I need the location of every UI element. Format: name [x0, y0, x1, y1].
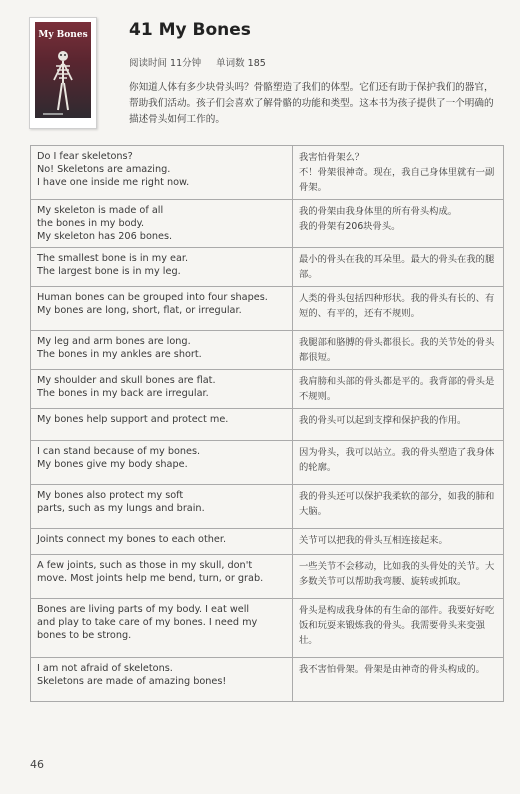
chinese-text: 我的骨架由我身体里的所有骨头构成。 我的骨架有206块骨头。 [293, 200, 504, 248]
table-row [31, 529, 504, 555]
intro-paragraph: 你知道人体有多少块骨头吗？骨骼塑造了我们的体型。它们还有助于保护我们的器官，帮助我们活动。孩子们会喜欢了解骨骼的功能和类型。这本书为孩子提供了一个明确的描述骨头如何工作的。 [129, 82, 494, 125]
bilingual-table [30, 145, 504, 702]
english-text: Joints connect my bones to each other. [31, 529, 293, 555]
english-text: A few joints, such as those in my skull, don't move. Most joints help me bend, turn, or grab. [31, 555, 293, 599]
book-cover-image [29, 17, 97, 129]
english-text: I can stand because of my bones. My bones give my body shape. [31, 441, 293, 485]
chinese-text: 最小的骨头在我的耳朵里。最大的骨头在我的腿部。 [293, 248, 504, 287]
skeleton-icon [51, 50, 75, 112]
chinese-text: 我不害怕骨架。骨架是由神奇的骨头构成的。 [293, 658, 504, 702]
table-row [31, 331, 504, 370]
english-text: My skeleton is made of all the bones in my body. My skeleton has 206 bones. [31, 200, 293, 248]
table-row [31, 146, 504, 200]
word-count: 单词数 185 [216, 58, 266, 69]
book-cover-art [35, 22, 91, 118]
table-row [31, 370, 504, 409]
chinese-text: 我腿部和胳膊的骨头都很长。我的关节处的骨头都很短。 [293, 331, 504, 370]
chinese-text: 我害怕骨架么？ 不！骨架很神奇。现在，我自己身体里就有一副骨架。 [293, 146, 504, 200]
chinese-text: 人类的骨头包括四种形状。我的骨头有长的、有短的、有平的，还有不规则。 [293, 287, 504, 331]
english-text: Human bones can be grouped into four shapes. My bones are long, short, flat, or irregular. [31, 287, 293, 331]
chinese-text: 关节可以把我的骨头互相连接起来。 [293, 529, 504, 555]
table-row [31, 485, 504, 529]
english-text: Do I fear skeletons? No! Skeletons are amazing. I have one inside me right now. [31, 146, 293, 200]
table-row [31, 658, 504, 702]
cover-publisher-mark [43, 113, 63, 115]
table-row [31, 599, 504, 658]
english-text: My bones also protect my soft parts, such as my lungs and brain. [31, 485, 293, 529]
chinese-text: 我肩膀和头部的骨头都是平的。我背部的骨头是不规则。 [293, 370, 504, 409]
chinese-text: 骨头是构成我身体的有生命的部件。我要好好吃饭和玩耍来锻炼我的骨头。我需要骨头来变强壮。 [293, 599, 504, 658]
table-row [31, 248, 504, 287]
english-text: Bones are living parts of my body. I eat well and play to take care of my bones. I need my bones to be strong. [31, 599, 293, 658]
english-text: My leg and arm bones are long. The bones in my ankles are short. [31, 331, 293, 370]
table-row [31, 200, 504, 248]
book-meta [129, 55, 278, 69]
table-row [31, 287, 504, 331]
table-row [31, 555, 504, 599]
chinese-text: 我的骨头可以起到支撑和保护我的作用。 [293, 409, 504, 441]
page-title: 41 My Bones [129, 20, 251, 40]
table-row [31, 441, 504, 485]
english-text: The smallest bone is in my ear. The largest bone is in my leg. [31, 248, 293, 287]
book-cover-title: My Bones [38, 30, 88, 40]
english-text: I am not afraid of skeletons. Skeletons are made of amazing bones! [31, 658, 293, 702]
english-text: My shoulder and skull bones are flat. The bones in my back are irregular. [31, 370, 293, 409]
reading-time: 阅读时间 11分钟 [129, 58, 202, 69]
english-text: My bones help support and protect me. [31, 409, 293, 441]
chinese-text: 因为骨头，我可以站立。我的骨头塑造了我身体的轮廓。 [293, 441, 504, 485]
page-number: 46 [30, 758, 44, 771]
chinese-text: 一些关节不会移动，比如我的头骨处的关节。大多数关节可以帮助我弯腰、旋转或抓取。 [293, 555, 504, 599]
chinese-text: 我的骨头还可以保护我柔软的部分，如我的肺和大脑。 [293, 485, 504, 529]
table-row [31, 409, 504, 441]
